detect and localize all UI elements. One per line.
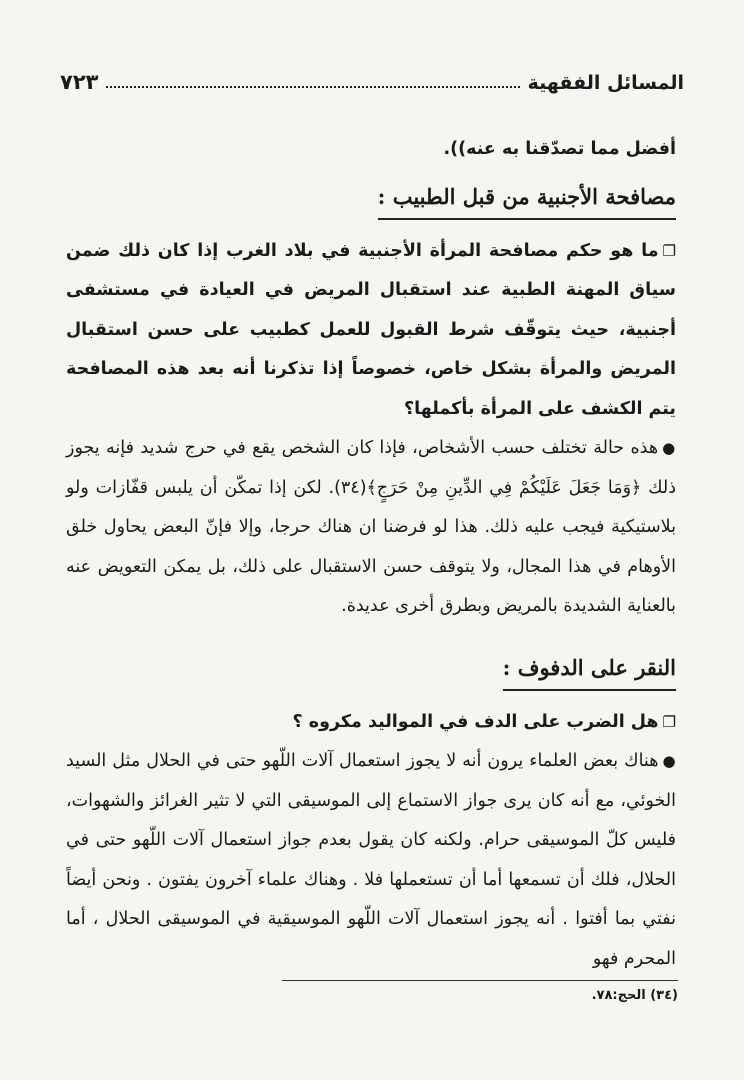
page-content [66, 130, 676, 979]
footnote-separator [282, 980, 678, 981]
question-box-icon: ❐ [662, 241, 676, 260]
bullet-icon: ● [662, 439, 676, 457]
dotted-leader [106, 86, 519, 88]
answer-text: هناك بعض العلماء يرون أنه لا يجوز استعمال آلات اللّهو حتى في الحلال مثل السيد الخوئي، مع أنه كان يرى جواز الاستماع إلى الموسيقى التي لا تثير الغرائز والشهوات، فليس كلّ الموسيقى حرام. ولكنه كان يقول بعدم جواز استعمال آلات اللّهو حتى في الحلال، فلك أن تسمعها أما أن تستعملها فلا . وهناك علماء آخرون يفتون . ونحن أيضاً نفتي بما أفتوا . أنه يجوز استعمال آلات اللّهو الموسيقية في الموسيقى الحلال ، أما المحرم فهو [66, 751, 676, 969]
answer-paragraph [66, 429, 676, 627]
question-paragraph [66, 703, 676, 743]
section-heading-wrap [66, 649, 676, 691]
running-title: المسائل الفقهية [527, 72, 684, 94]
page-header [60, 64, 684, 94]
question-text: ما هو حكم مصافحة المرأة الأجنبية في بلاد الغرب إذا كان ذلك ضمن سياق المهنة الطبية عند استقبال المريض في العيادة في مستشفى أجنبية، حيث يتوقّف شرط القبول للعمل كطبيب على حسن استقبال المريض والمرأة بشكل خاص، خصوصاً إذا تذكرنا أنه بعد هذه المصافحة يتم الكشف على المرأة بأكملها؟ [66, 240, 676, 419]
section-heading-drums: النقر على الدفوف : [503, 649, 676, 691]
answer-text: هذه حالة تختلف حسب الأشخاص، فإذا كان الشخص يقع في حرج شديد فإنه يجوز ذلك ﴿وَمَا جَعَلَ عَلَيْكُمْ فِي الدِّينِ مِنْ حَرَجٍ﴾(٣٤). لكن إذا تمكّن أن يلبس قفّازات ولو بلاستيكية فيجب عليه ذلك. هذا لو فرضنا ان هناك حرجا، وإلا فإنّ البعض يحاول خلق الأوهام في هذا المجال، ولا يتوقف حسن الاستقبال على ذلك، بل يمكن التعويض عنه بالعناية الشديدة بالمريض وبطرق أخرى عديدة. [66, 438, 676, 616]
section-heading-wrap [66, 178, 676, 220]
question-text: هل الضرب على الدف في المواليد مكروه ؟ [292, 711, 659, 732]
page-number: ٧٢٣ [60, 70, 99, 94]
footnote: (٣٤) الحج:٧٨. [591, 988, 678, 1003]
intro-line: أفضل مما تصدّقنا به عنه)). [443, 139, 676, 159]
spacer [66, 627, 676, 641]
question-box-icon: ❐ [662, 712, 676, 731]
section-heading-handshake: مصافحة الأجنبية من قبل الطبيب : [378, 178, 676, 220]
question-paragraph [66, 232, 676, 430]
answer-paragraph [66, 742, 676, 979]
bullet-icon: ● [662, 752, 676, 770]
